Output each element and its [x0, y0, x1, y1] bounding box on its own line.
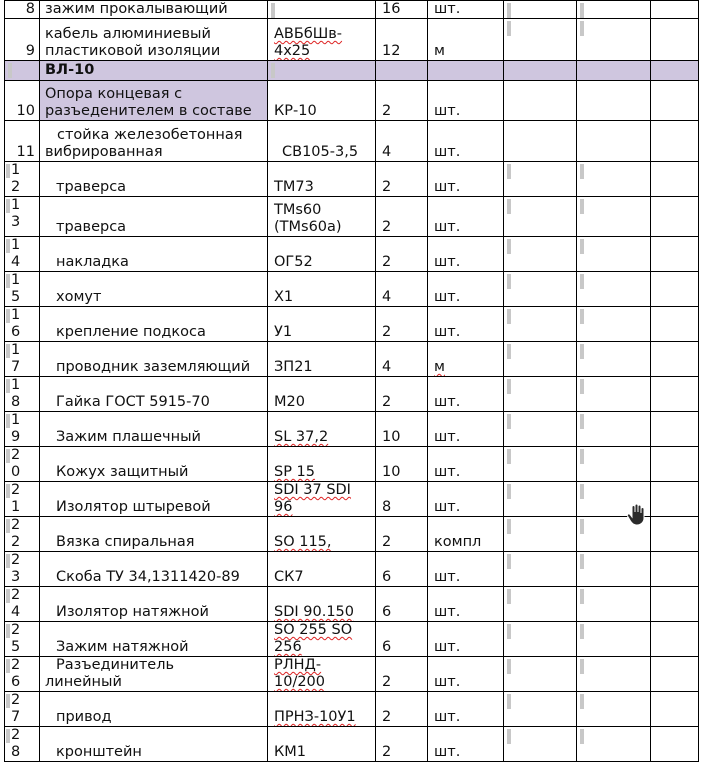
item-unit[interactable]: шт. [428, 197, 504, 237]
item-mark[interactable]: РЛНД- 10/200 [268, 657, 376, 692]
item-qty[interactable]: 4 [376, 121, 428, 162]
empty-cell[interactable] [651, 342, 699, 377]
empty-cell[interactable] [504, 342, 577, 377]
empty-cell[interactable] [651, 552, 699, 587]
empty-cell[interactable] [577, 197, 651, 237]
empty-cell[interactable] [651, 412, 699, 447]
item-name[interactable]: Скоба ТУ 34,1311420-89 [40, 552, 268, 587]
table-row [5, 121, 699, 162]
item-name[interactable]: траверса [40, 162, 268, 197]
item-mark[interactable]: ТМ73 [268, 162, 376, 197]
item-mark[interactable]: СВ105-3,5 [268, 121, 376, 162]
empty-cell[interactable] [651, 447, 699, 482]
row-number: 1 4 [5, 237, 40, 272]
row-number: 1 6 [5, 307, 40, 342]
empty-cell[interactable] [577, 622, 651, 657]
item-qty[interactable]: 2 [376, 657, 428, 692]
empty-cell[interactable] [651, 692, 699, 727]
item-mark[interactable]: ПРНЗ-10У1 [268, 692, 376, 727]
item-unit[interactable]: шт. [428, 81, 504, 121]
empty-cell[interactable] [651, 162, 699, 197]
item-mark[interactable]: SO 115, [268, 517, 376, 552]
empty-cell[interactable] [504, 692, 577, 727]
row-number: 1 9 [5, 412, 40, 447]
row-number: 2 6 [5, 657, 40, 692]
section-cell [268, 61, 376, 81]
row-number: 2 7 [5, 692, 40, 727]
item-mark[interactable]: SP 15 [268, 447, 376, 482]
empty-cell[interactable] [651, 377, 699, 412]
item-unit[interactable]: шт. [428, 447, 504, 482]
empty-cell[interactable] [651, 517, 699, 552]
table-row [5, 482, 699, 517]
empty-cell[interactable] [504, 447, 577, 482]
item-unit[interactable]: шт. [428, 272, 504, 307]
item-name[interactable]: траверса [40, 197, 268, 237]
empty-cell[interactable] [504, 622, 577, 657]
empty-cell[interactable] [577, 727, 651, 762]
row-number: 1 8 [5, 377, 40, 412]
item-qty[interactable]: 2 [376, 162, 428, 197]
table-row [5, 1, 699, 19]
row-number: 9 [5, 19, 40, 61]
table-row [5, 622, 699, 657]
table-row [5, 377, 699, 412]
empty-cell[interactable] [651, 121, 699, 162]
empty-cell[interactable] [577, 272, 651, 307]
item-name[interactable]: Опора концевая с разъеденителем в составе [40, 81, 268, 121]
item-name[interactable]: Зажим натяжной [40, 622, 268, 657]
item-qty[interactable]: 6 [376, 587, 428, 622]
empty-cell[interactable] [651, 307, 699, 342]
row-number: 2 1 [5, 482, 40, 517]
empty-cell[interactable] [504, 657, 577, 692]
item-qty[interactable]: 2 [376, 377, 428, 412]
row-number: 1 7 [5, 342, 40, 377]
table-row [5, 342, 699, 377]
section-cell [504, 61, 577, 81]
table-row [5, 727, 699, 762]
section-cell [577, 61, 651, 81]
item-unit[interactable]: шт. [428, 622, 504, 657]
item-qty[interactable]: 12 [376, 19, 428, 61]
empty-cell[interactable] [504, 587, 577, 622]
item-qty[interactable]: 6 [376, 622, 428, 657]
item-qty[interactable]: 2 [376, 517, 428, 552]
item-mark[interactable]: SL 37,2 [268, 412, 376, 447]
empty-cell[interactable] [577, 377, 651, 412]
empty-cell[interactable] [577, 692, 651, 727]
item-mark[interactable]: ЗП21 [268, 342, 376, 377]
item-name[interactable]: Кожух защитный [40, 447, 268, 482]
item-name[interactable]: Разъединитель линейный [40, 657, 268, 692]
row-number: 2 8 [5, 727, 40, 762]
item-qty[interactable]: 10 [376, 412, 428, 447]
section-cell [5, 61, 40, 81]
empty-cell[interactable] [651, 1, 699, 19]
item-mark[interactable]: КР-10 [268, 81, 376, 121]
empty-cell[interactable] [651, 622, 699, 657]
item-unit[interactable]: шт. [428, 237, 504, 272]
row-number: 2 2 [5, 517, 40, 552]
row-number: 2 5 [5, 622, 40, 657]
item-mark[interactable]: SDI 90.150 [268, 587, 376, 622]
item-name[interactable]: Гайка ГОСТ 5915-70 [40, 377, 268, 412]
item-name[interactable]: зажим прокалывающий [40, 1, 268, 19]
item-unit[interactable]: шт. [428, 1, 504, 19]
section-cell [376, 61, 428, 81]
empty-cell[interactable] [577, 412, 651, 447]
item-name[interactable]: Изолятор натяжной [40, 587, 268, 622]
row-number: 2 3 [5, 552, 40, 587]
item-qty[interactable]: 6 [376, 552, 428, 587]
item-unit[interactable]: компл [428, 517, 504, 552]
empty-cell[interactable] [577, 447, 651, 482]
item-mark[interactable]: ТМs60 (ТМs60а) [268, 197, 376, 237]
item-qty[interactable]: 2 [376, 237, 428, 272]
row-number: 11 [5, 121, 40, 162]
table-row [5, 307, 699, 342]
item-unit[interactable]: шт. [428, 587, 504, 622]
empty-cell[interactable] [651, 482, 699, 517]
item-qty[interactable]: 8 [376, 482, 428, 517]
section-row [5, 61, 699, 81]
table-row [5, 447, 699, 482]
item-qty[interactable]: 2 [376, 197, 428, 237]
item-name[interactable]: Зажим плашечный [40, 412, 268, 447]
item-mark[interactable]: Х1 [268, 272, 376, 307]
item-name[interactable]: привод [40, 692, 268, 727]
empty-cell[interactable] [504, 162, 577, 197]
item-unit[interactable]: шт. [428, 657, 504, 692]
empty-cell[interactable] [577, 552, 651, 587]
empty-cell[interactable] [504, 272, 577, 307]
item-unit[interactable]: шт. [428, 307, 504, 342]
empty-cell[interactable] [504, 517, 577, 552]
empty-cell[interactable] [651, 19, 699, 61]
section-cell [428, 61, 504, 81]
row-number: 2 0 [5, 447, 40, 482]
empty-cell[interactable] [504, 377, 577, 412]
item-unit[interactable]: шт. [428, 412, 504, 447]
empty-cell[interactable] [577, 162, 651, 197]
empty-cell[interactable] [504, 482, 577, 517]
item-mark[interactable]: АВБбШв- 4х25 [268, 19, 376, 61]
item-unit[interactable]: шт. [428, 552, 504, 587]
table-row [5, 237, 699, 272]
item-qty[interactable]: 2 [376, 81, 428, 121]
empty-cell[interactable] [504, 552, 577, 587]
empty-cell[interactable] [504, 81, 577, 121]
empty-cell[interactable] [504, 19, 577, 61]
empty-cell[interactable] [504, 237, 577, 272]
table-row [5, 587, 699, 622]
item-qty[interactable]: 10 [376, 447, 428, 482]
item-mark[interactable]: SO 255 SO 256 [268, 622, 376, 657]
item-name[interactable]: Вязка спиральная [40, 517, 268, 552]
item-unit[interactable]: м [428, 342, 504, 377]
empty-cell[interactable] [504, 307, 577, 342]
item-qty[interactable]: 2 [376, 692, 428, 727]
table-row [5, 197, 699, 237]
empty-cell[interactable] [504, 412, 577, 447]
empty-cell[interactable] [577, 1, 651, 19]
empty-cell[interactable] [577, 342, 651, 377]
hand-cursor-icon [626, 503, 648, 527]
row-number: 1 3 [5, 197, 40, 237]
item-qty[interactable]: 2 [376, 307, 428, 342]
empty-cell[interactable] [651, 657, 699, 692]
empty-cell[interactable] [577, 19, 651, 61]
empty-cell[interactable] [577, 121, 651, 162]
item-name[interactable]: кронштейн [40, 727, 268, 762]
empty-cell[interactable] [651, 727, 699, 762]
item-unit[interactable]: шт. [428, 121, 504, 162]
empty-cell[interactable] [577, 237, 651, 272]
item-unit[interactable]: шт. [428, 482, 504, 517]
empty-cell[interactable] [651, 587, 699, 622]
empty-cell[interactable] [577, 307, 651, 342]
item-unit[interactable]: шт. [428, 727, 504, 762]
item-mark[interactable] [268, 1, 376, 19]
empty-cell[interactable] [577, 81, 651, 121]
row-number: 1 5 [5, 272, 40, 307]
section-cell [651, 61, 699, 81]
item-mark[interactable]: ОГ52 [268, 237, 376, 272]
item-name[interactable]: хомут [40, 272, 268, 307]
table-row [5, 657, 699, 692]
item-mark[interactable]: М20 [268, 377, 376, 412]
item-name[interactable]: накладка [40, 237, 268, 272]
item-qty[interactable]: 4 [376, 272, 428, 307]
empty-cell[interactable] [577, 587, 651, 622]
item-unit[interactable]: шт. [428, 162, 504, 197]
row-number: 2 4 [5, 587, 40, 622]
item-mark[interactable]: КМ1 [268, 727, 376, 762]
empty-cell[interactable] [504, 197, 577, 237]
item-mark[interactable]: SDI 37 SDI 96 [268, 482, 376, 517]
item-name[interactable]: кабель алюминиевый пластиковой изоляции [40, 19, 268, 61]
empty-cell[interactable] [651, 272, 699, 307]
item-unit[interactable]: шт. [428, 377, 504, 412]
item-qty[interactable]: 2 [376, 727, 428, 762]
item-qty[interactable]: 16 [376, 1, 428, 19]
empty-cell[interactable] [651, 237, 699, 272]
table-row [5, 272, 699, 307]
item-name[interactable]: крепление подкоса [40, 307, 268, 342]
table-row [5, 19, 699, 61]
table-row [5, 162, 699, 197]
section-title[interactable]: ВЛ-10 [40, 61, 268, 81]
empty-cell[interactable] [651, 81, 699, 121]
item-unit[interactable]: м [428, 19, 504, 61]
table-row [5, 81, 699, 121]
row-number: 1 2 [5, 162, 40, 197]
item-mark[interactable]: У1 [268, 307, 376, 342]
empty-cell[interactable] [504, 1, 577, 19]
table-row [5, 517, 699, 552]
row-number: 8 [5, 1, 40, 19]
table-row [5, 552, 699, 587]
item-mark[interactable]: СК7 [268, 552, 376, 587]
item-name[interactable]: проводник заземляющий [40, 342, 268, 377]
empty-cell[interactable] [504, 121, 577, 162]
item-name[interactable]: стойка железобетонная вибрированная [40, 121, 268, 162]
item-unit[interactable]: шт. [428, 692, 504, 727]
table-row [5, 692, 699, 727]
row-number: 10 [5, 81, 40, 121]
empty-cell[interactable] [577, 657, 651, 692]
item-qty[interactable]: 4 [376, 342, 428, 377]
empty-cell[interactable] [651, 197, 699, 237]
item-name[interactable]: Изолятор штыревой [40, 482, 268, 517]
materials-table [4, 0, 699, 762]
table-row [5, 412, 699, 447]
empty-cell[interactable] [504, 727, 577, 762]
